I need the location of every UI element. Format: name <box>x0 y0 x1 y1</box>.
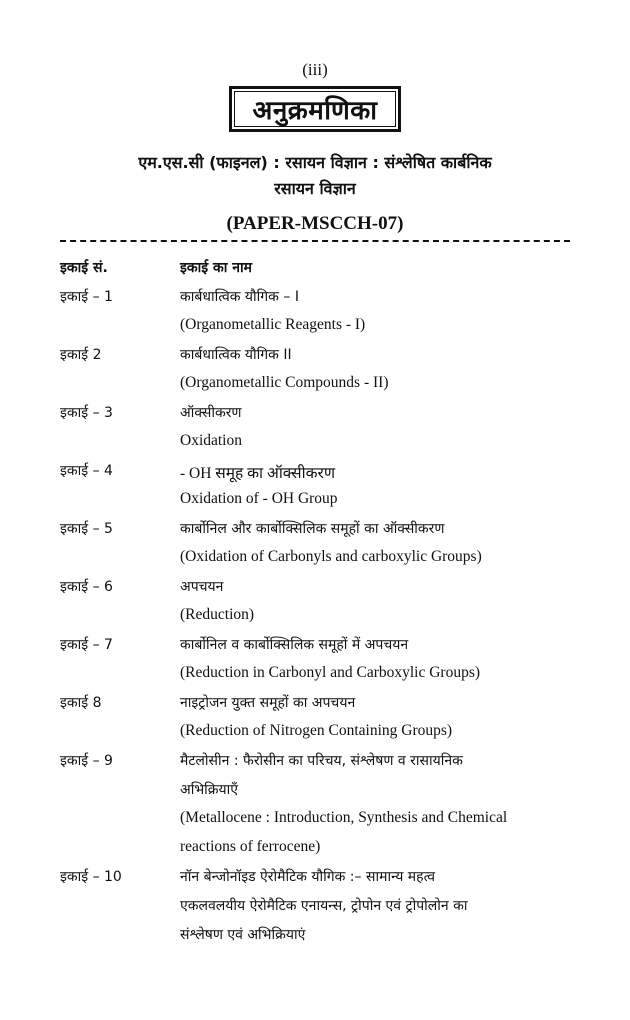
unit-number: इकाई – 9 <box>60 753 113 769</box>
unit-number: इकाई – 5 <box>60 521 113 537</box>
unit-title-text: (Organometallic Reagents - I) <box>180 316 366 333</box>
unit-title-text: संश्लेषण एवं अभिक्रियाएं <box>180 927 306 943</box>
unit-number: इकाई – 3 <box>60 405 113 421</box>
paper-code: (PAPER-MSCCH-07) <box>226 213 404 234</box>
unit-number: इकाई – 6 <box>60 579 113 595</box>
header-unit-label: इकाई सं. <box>60 260 108 276</box>
subtitle-line-2: रसायन विज्ञान <box>274 179 356 198</box>
unit-title-text: (Reduction in Carbonyl and Carboxylic Groups) <box>180 664 481 681</box>
unit-title-text: (Oxidation of Carbonyls and carboxylic Groups) <box>180 548 482 565</box>
unit-title-text: कार्बोनिल और कार्बोक्सिलिक समूहों का ऑक्सीकरण <box>180 521 445 537</box>
unit-title-text: अपचयन <box>180 579 224 595</box>
unit-title-text: (Metallocene : Introduction, Synthesis and Chemical <box>180 809 508 826</box>
unit-title-text: एकलवलयीय ऐरोमैटिक एनायन्स, ट्रोपोन एवं ट्रोपोलोन का <box>180 898 468 914</box>
unit-title-text: reactions of ferrocene) <box>180 838 321 855</box>
unit-number: इकाई – 4 <box>60 463 113 479</box>
unit-title-text: कार्बधात्विक यौगिक – I <box>180 289 299 305</box>
subtitle <box>40 150 590 202</box>
title-box <box>229 86 401 132</box>
unit-title-text: नाइट्रोजन युक्त समूहों का अपचयन <box>180 695 356 711</box>
unit-title-text: कार्बधात्विक यौगिक II <box>180 347 292 363</box>
unit-number: इकाई – 7 <box>60 637 113 653</box>
page-number: (iii) <box>302 60 328 79</box>
unit-title-text: - OH समूह का ऑक्सीकरण <box>180 465 336 482</box>
unit-title-text: (Reduction) <box>180 606 255 623</box>
unit-title-text: Oxidation <box>180 432 242 449</box>
header-name-label: इकाई का नाम <box>180 260 253 276</box>
subtitle-line-1: एम.एस.सी (फाइनल) : रसायन विज्ञान : संश्लेषित कार्बनिक <box>138 153 492 172</box>
unit-title-text: मैटलोसीन : फैरोसीन का परिचय, संश्लेषण व रासायनिक <box>180 753 463 769</box>
unit-title-text: अभिक्रियाएँ <box>180 782 239 798</box>
unit-number: इकाई – 1 <box>60 289 113 305</box>
unit-title-text: Oxidation of - OH Group <box>180 490 338 507</box>
unit-title-text: नॉन बेन्जोनॉइड ऐरोमैटिक यौगिक :– सामान्य महत्व <box>180 869 436 885</box>
unit-number: इकाई 2 <box>60 347 102 363</box>
unit-title-text: (Organometallic Compounds - II) <box>180 374 389 391</box>
unit-title-text: (Reduction of Nitrogen Containing Groups) <box>180 722 453 739</box>
page-title: अनुक्रमणिका <box>252 96 378 126</box>
unit-title-text: ऑक्सीकरण <box>180 405 242 421</box>
unit-title-text: कार्बोनिल व कार्बोक्सिलिक समूहों में अपचयन <box>180 637 409 653</box>
unit-number: इकाई – 10 <box>60 869 122 885</box>
unit-number: इकाई 8 <box>60 695 102 711</box>
dashed-divider <box>60 240 570 242</box>
